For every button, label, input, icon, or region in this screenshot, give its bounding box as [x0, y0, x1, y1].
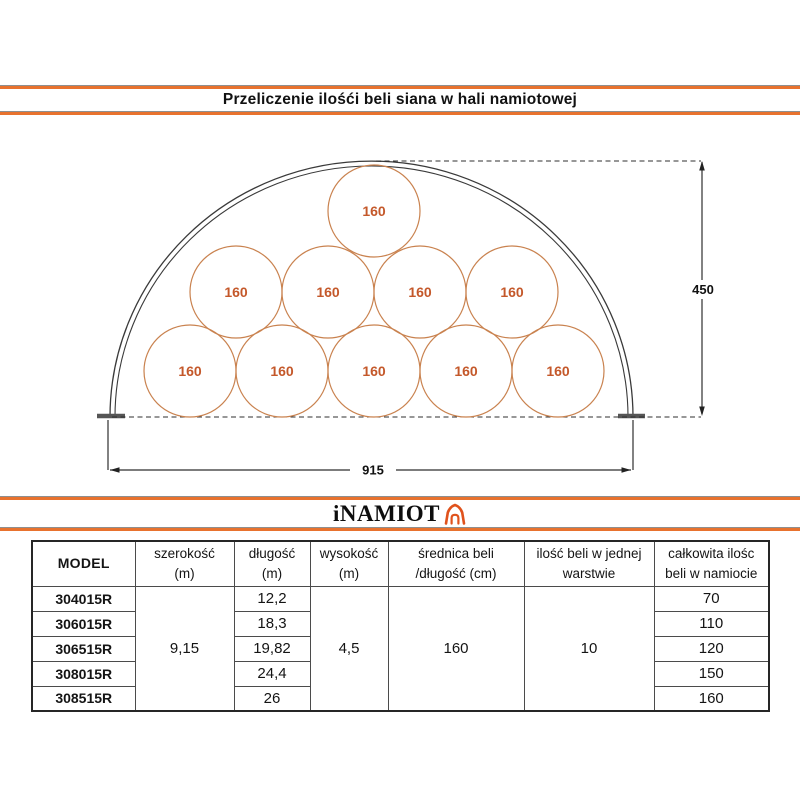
bale-diameter-label: 160 — [316, 284, 340, 300]
bale-diameter-label: 160 — [270, 363, 294, 379]
page-title: Przeliczenie ilośći beli siana w hali namiotowej — [222, 91, 578, 108]
tent-house-icon — [443, 502, 467, 525]
col-header-wysokosc: wysokość (m) — [310, 541, 388, 586]
col-header-dlugosc: długość (m) — [234, 541, 310, 586]
brand-logo-text: iNAMIOT — [333, 500, 440, 526]
tent-diagram — [0, 140, 800, 500]
dlugosc-cell: 18,3 — [234, 611, 310, 636]
model-cell: 304015R — [32, 586, 135, 611]
bale-diameter-label: 160 — [546, 363, 570, 379]
calkowita-cell: 120 — [654, 636, 769, 661]
model-cell: 308015R — [32, 661, 135, 686]
dlugosc-cell: 26 — [234, 686, 310, 711]
height-dim-label: 450 — [692, 282, 714, 297]
title-band — [0, 85, 800, 115]
bale-diameter-label: 160 — [362, 203, 386, 219]
header-row — [32, 541, 769, 586]
col-header-model: MODEL — [32, 541, 135, 586]
calkowita-cell: 70 — [654, 586, 769, 611]
model-cell: 306015R — [32, 611, 135, 636]
arrow-down-icon — [699, 407, 705, 417]
col-header-szerokosc: szerokość (m) — [135, 541, 234, 586]
arrow-right-icon — [622, 467, 632, 473]
arrow-left-icon — [110, 467, 120, 473]
dlugosc-cell: 24,4 — [234, 661, 310, 686]
bale-diameter-label: 160 — [500, 284, 524, 300]
arrow-up-icon — [699, 161, 705, 171]
col-header-ilosc-warstwa: ilość beli w jednej warstwie — [524, 541, 654, 586]
ilosc-warstwa-merged-cell: 10 — [524, 586, 654, 711]
calkowita-cell: 150 — [654, 661, 769, 686]
spec-table — [31, 540, 770, 712]
calkowita-cell: 110 — [654, 611, 769, 636]
bale-diameter-label: 160 — [224, 284, 248, 300]
model-cell: 308515R — [32, 686, 135, 711]
col-header-srednica: średnica beli /długość (cm) — [388, 541, 524, 586]
model-cell: 306515R — [32, 636, 135, 661]
col-header-calkowita: całkowita ilośc beli w namiocie — [654, 541, 769, 586]
orange-rule — [0, 111, 800, 115]
bale-diameter-label: 160 — [454, 363, 478, 379]
bale-stack — [144, 165, 604, 417]
dlugosc-cell: 19,82 — [234, 636, 310, 661]
wysokosc-merged-cell: 4,5 — [310, 586, 388, 711]
bale-diameter-label: 160 — [178, 363, 202, 379]
calkowita-cell: 160 — [654, 686, 769, 711]
logo-band — [0, 496, 800, 531]
table-row — [32, 586, 769, 611]
orange-rule-bottom — [0, 527, 800, 531]
srednica-merged-cell: 160 — [388, 586, 524, 711]
szerokosc-merged-cell: 9,15 — [135, 586, 234, 711]
width-dim-label: 915 — [362, 462, 384, 478]
dlugosc-cell: 12,2 — [234, 586, 310, 611]
bale-diameter-label: 160 — [362, 363, 386, 379]
bale-diameter-label: 160 — [408, 284, 432, 300]
